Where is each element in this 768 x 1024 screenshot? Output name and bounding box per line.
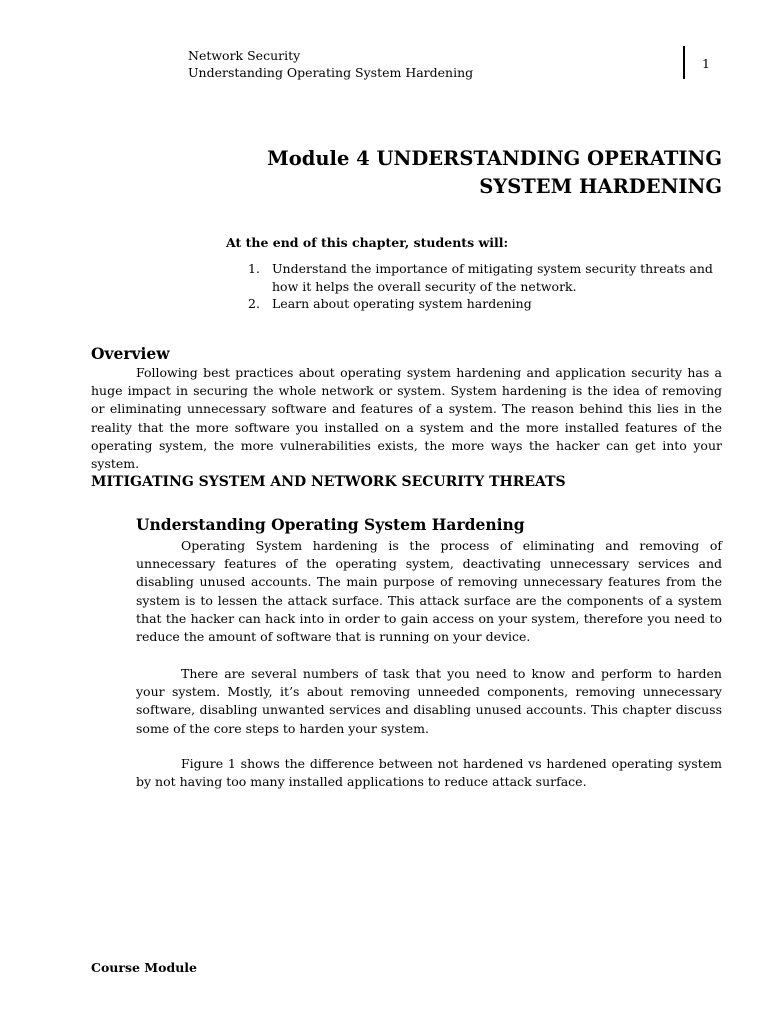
section-paragraph-1: Operating System hardening is the process of eliminating and removing of unnecessary features of the operating system, deactivating unnecessary services and disabling unused accounts. The main purpose of removing unnecessary features from the system is to lessen the attack surface. This attack surface are the components of a system that the hacker can hack into in order to gain access on your system, therefore you need to reduce the amount of software that is running on your device. — [136, 538, 722, 645]
header-course: Network Security — [188, 48, 301, 63]
overview-paragraph: Following best practices about operating system hardening and application security has a huge impact in securing the whole network or system. System hardening is the idea of removing or eliminating unnecessary software and features of a system. The reason behind this lies in the reality that the more software you installed on a system and the more installed features of the operating system, the more vulnerabilities exists, the more ways the hacker can get into your system. — [91, 365, 722, 472]
objectives-list — [226, 260, 726, 313]
objectives-intro: At the end of this chapter, students will: — [226, 235, 509, 250]
overview-heading: Overview — [91, 344, 170, 363]
module-title-line-2: SYSTEM HARDENING — [479, 175, 722, 198]
list-item — [226, 260, 726, 295]
list-item-number: 1. — [248, 261, 260, 276]
list-item-text: Learn about operating system hardening — [272, 296, 532, 311]
module-title-line-1: Module 4 UNDERSTANDING OPERATING — [267, 147, 722, 170]
list-item — [226, 295, 726, 313]
module-title — [267, 145, 722, 201]
section-heading: MITIGATING SYSTEM AND NETWORK SECURITY THREATS — [91, 474, 566, 490]
list-item-text: Understand the importance of mitigating system security threats and how it helps the overall security of the network. — [272, 261, 713, 294]
section-subheading: Understanding Operating System Hardening — [136, 515, 525, 534]
section-paragraph-3: Figure 1 shows the difference between not hardened vs hardened operating system by not having too many installed applications to reduce attack surface. — [136, 756, 722, 790]
list-item-number: 2. — [248, 296, 260, 311]
header-topic: Understanding Operating System Hardening — [188, 65, 474, 80]
header-divider — [683, 46, 685, 79]
section-paragraph-2: There are several numbers of task that you need to know and perform to harden your system. Mostly, it’s about removing unneeded components, removing unnecessary software, disabling unwanted services and disabling unused accounts. This chapter discuss some of the core steps to harden your system. — [136, 666, 722, 736]
footer-label: Course Module — [91, 960, 198, 975]
page-number: 1 — [702, 56, 710, 71]
